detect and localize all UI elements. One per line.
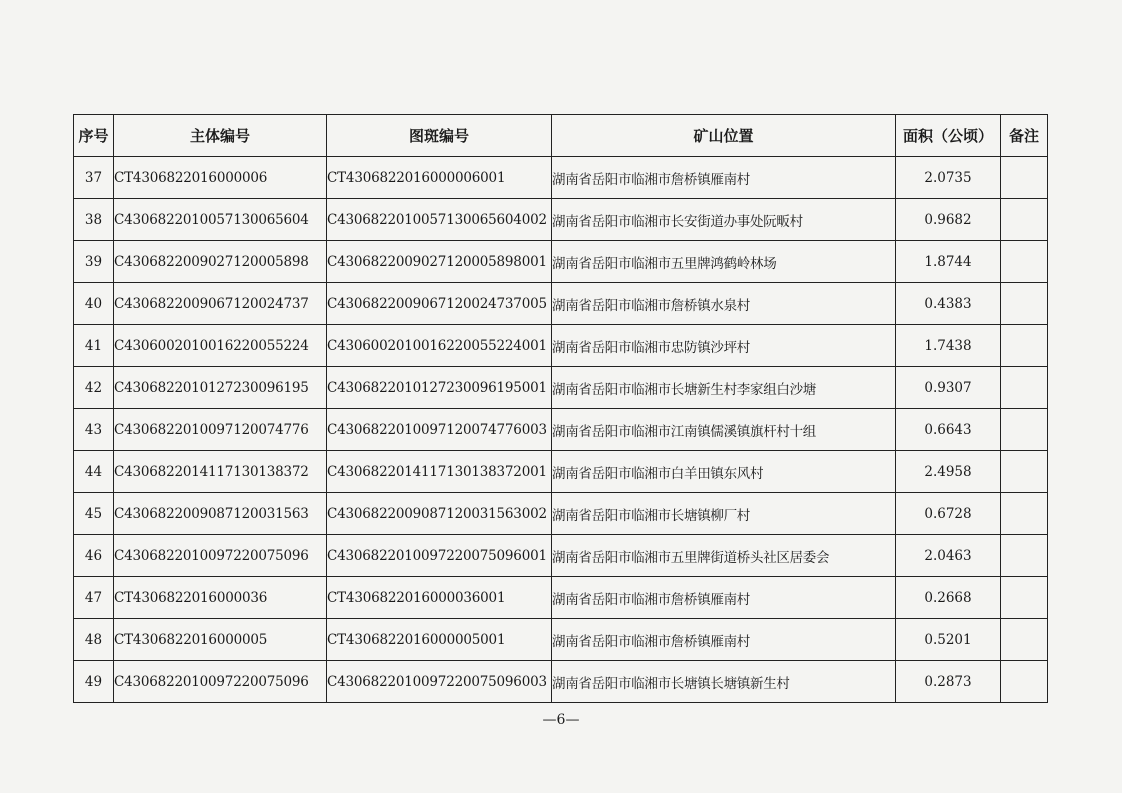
table-row	[74, 283, 1048, 325]
cell-note	[1001, 325, 1048, 367]
cell-area: 2.4958	[896, 451, 1001, 493]
mine-table	[73, 114, 1048, 703]
table-row	[74, 535, 1048, 577]
table-row	[74, 199, 1048, 241]
cell-code: C4306822010097120074776	[114, 409, 327, 451]
cell-patch: C4306822010057130065604002	[327, 199, 552, 241]
cell-location: 湖南省岳阳市临湘市五里牌街道桥头社区居委会	[552, 535, 896, 577]
cell-patch: C4306822010127230096195001	[327, 367, 552, 409]
cell-patch: C4306822009087120031563002	[327, 493, 552, 535]
cell-note	[1001, 409, 1048, 451]
cell-note	[1001, 367, 1048, 409]
table-row	[74, 619, 1048, 661]
cell-location: 湖南省岳阳市临湘市江南镇儒溪镇旗杆村十组	[552, 409, 896, 451]
cell-seq: 39	[74, 241, 114, 283]
cell-location: 湖南省岳阳市临湘市白羊田镇东风村	[552, 451, 896, 493]
table-row	[74, 661, 1048, 703]
table-header-row	[74, 115, 1048, 157]
cell-patch: C4306822010097120074776003	[327, 409, 552, 451]
cell-location: 湖南省岳阳市临湘市长塘镇长塘镇新生村	[552, 661, 896, 703]
cell-note	[1001, 199, 1048, 241]
cell-seq: 40	[74, 283, 114, 325]
table-row	[74, 493, 1048, 535]
header-patch: 图斑编号	[327, 115, 552, 157]
cell-seq: 47	[74, 577, 114, 619]
table-row	[74, 451, 1048, 493]
cell-location: 湖南省岳阳市临湘市詹桥镇水泉村	[552, 283, 896, 325]
cell-location: 湖南省岳阳市临湘市詹桥镇雁南村	[552, 577, 896, 619]
cell-area: 2.0735	[896, 157, 1001, 199]
cell-code: C4306822009087120031563	[114, 493, 327, 535]
cell-note	[1001, 157, 1048, 199]
cell-seq: 48	[74, 619, 114, 661]
cell-note	[1001, 577, 1048, 619]
cell-location: 湖南省岳阳市临湘市詹桥镇雁南村	[552, 157, 896, 199]
cell-location: 湖南省岳阳市临湘市詹桥镇雁南村	[552, 619, 896, 661]
header-note: 备注	[1001, 115, 1048, 157]
cell-note	[1001, 535, 1048, 577]
cell-area: 0.9682	[896, 199, 1001, 241]
cell-seq: 37	[74, 157, 114, 199]
cell-location: 湖南省岳阳市临湘市长塘新生村李家组白沙塘	[552, 367, 896, 409]
header-seq: 序号	[74, 115, 114, 157]
cell-note	[1001, 283, 1048, 325]
header-area: 面积（公顷）	[896, 115, 1001, 157]
cell-seq: 46	[74, 535, 114, 577]
cell-area: 0.5201	[896, 619, 1001, 661]
cell-seq: 43	[74, 409, 114, 451]
cell-seq: 45	[74, 493, 114, 535]
cell-seq: 44	[74, 451, 114, 493]
cell-code: C4306822010097220075096	[114, 535, 327, 577]
cell-patch: CT4306822016000036001	[327, 577, 552, 619]
cell-location: 湖南省岳阳市临湘市忠防镇沙坪村	[552, 325, 896, 367]
cell-note	[1001, 493, 1048, 535]
cell-seq: 42	[74, 367, 114, 409]
cell-seq: 38	[74, 199, 114, 241]
cell-seq: 41	[74, 325, 114, 367]
header-code: 主体编号	[114, 115, 327, 157]
cell-area: 0.6728	[896, 493, 1001, 535]
cell-code: C4306822010097220075096	[114, 661, 327, 703]
cell-location: 湖南省岳阳市临湘市长塘镇柳厂村	[552, 493, 896, 535]
cell-code: C4306822009027120005898	[114, 241, 327, 283]
table-row	[74, 325, 1048, 367]
cell-code: C4306822010057130065604	[114, 199, 327, 241]
cell-area: 1.8744	[896, 241, 1001, 283]
cell-code: CT4306822016000006	[114, 157, 327, 199]
cell-area: 0.4383	[896, 283, 1001, 325]
cell-code: C4306822009067120024737	[114, 283, 327, 325]
cell-code: C4306822010127230096195	[114, 367, 327, 409]
cell-patch: C4306822010097220075096001	[327, 535, 552, 577]
cell-note	[1001, 619, 1048, 661]
cell-area: 2.0463	[896, 535, 1001, 577]
cell-area: 0.9307	[896, 367, 1001, 409]
cell-location: 湖南省岳阳市临湘市长安街道办事处阮畈村	[552, 199, 896, 241]
cell-code: CT4306822016000005	[114, 619, 327, 661]
cell-code: C4306822014117130138372	[114, 451, 327, 493]
table-row	[74, 241, 1048, 283]
cell-patch: CT4306822016000006001	[327, 157, 552, 199]
cell-patch: C4306822014117130138372001	[327, 451, 552, 493]
cell-area: 0.6643	[896, 409, 1001, 451]
table-row	[74, 157, 1048, 199]
table-row	[74, 367, 1048, 409]
cell-patch: C4306002010016220055224001	[327, 325, 552, 367]
cell-note	[1001, 241, 1048, 283]
cell-code: CT4306822016000036	[114, 577, 327, 619]
cell-patch: C4306822010097220075096003	[327, 661, 552, 703]
table-row	[74, 577, 1048, 619]
header-location: 矿山位置	[552, 115, 896, 157]
cell-patch: C4306822009067120024737005	[327, 283, 552, 325]
page-number: —6—	[542, 712, 580, 728]
cell-area: 0.2873	[896, 661, 1001, 703]
cell-patch: CT4306822016000005001	[327, 619, 552, 661]
table-row	[74, 409, 1048, 451]
cell-patch: C4306822009027120005898001	[327, 241, 552, 283]
cell-location: 湖南省岳阳市临湘市五里牌鸿鹤岭林场	[552, 241, 896, 283]
cell-area: 1.7438	[896, 325, 1001, 367]
cell-code: C4306002010016220055224	[114, 325, 327, 367]
cell-note	[1001, 451, 1048, 493]
cell-seq: 49	[74, 661, 114, 703]
cell-note	[1001, 661, 1048, 703]
cell-area: 0.2668	[896, 577, 1001, 619]
